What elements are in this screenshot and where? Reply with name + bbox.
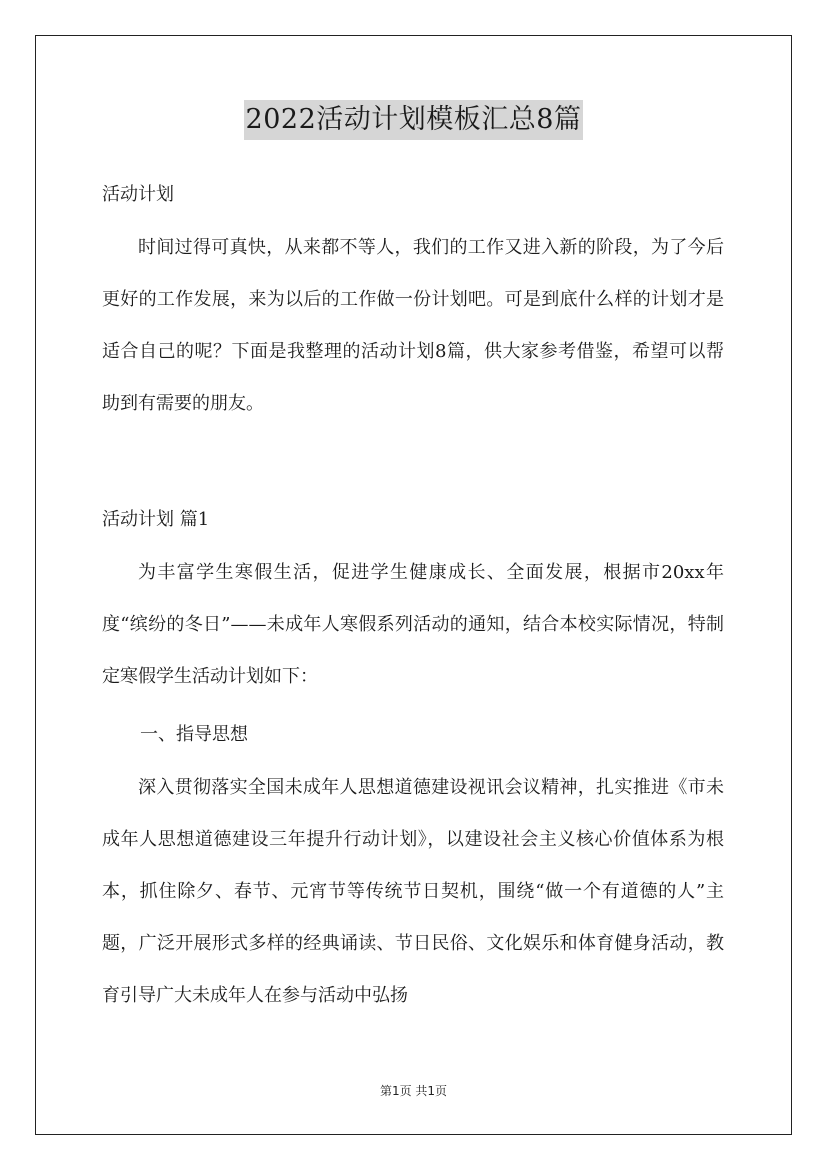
- document-title: 2022活动计划模板汇总8篇: [244, 100, 584, 140]
- subheading-guiding-thought: 一、指导思想: [140, 724, 248, 745]
- page-footer: 第1页 共1页: [379, 1084, 448, 1098]
- part1-paragraph: 为丰富学生寒假生活，促进学生健康成长、全面发展，根据市20xx年度“缤纷的冬日”——未成年人寒假系列活动的通知，结合本校实际情况，特制定寒假学生活动计划如下：: [102, 562, 724, 687]
- section-label: 活动计划: [102, 184, 174, 205]
- part1-heading: 活动计划 篇1: [102, 509, 210, 530]
- intro-paragraph: 时间过得可真快，从来都不等人，我们的工作又进入新的阶段，为了今后更好的工作发展，来为以后的工作做一份计划吧。可是到底什么样的计划才是适合自己的呢？下面是我整理的活动计划8篇，供大家参考借鉴，希望可以帮助到有需要的朋友。: [102, 237, 724, 414]
- part1-paragraph2: 深入贯彻落实全国未成年人思想道德建设视讯会议精神，扎实推进《市未成年人思想道德建设三年提升行动计划》，以建设社会主义核心价值体系为根本，抓住除夕、春节、元宵节等传统节日契机，围绕“做一个有道德的人”主题，广泛开展形式多样的经典诵读、节日民俗、文化娱乐和体育健身活动，教育引导广大未成年人在参与活动中弘扬: [102, 777, 724, 1006]
- title-container: [0, 100, 827, 140]
